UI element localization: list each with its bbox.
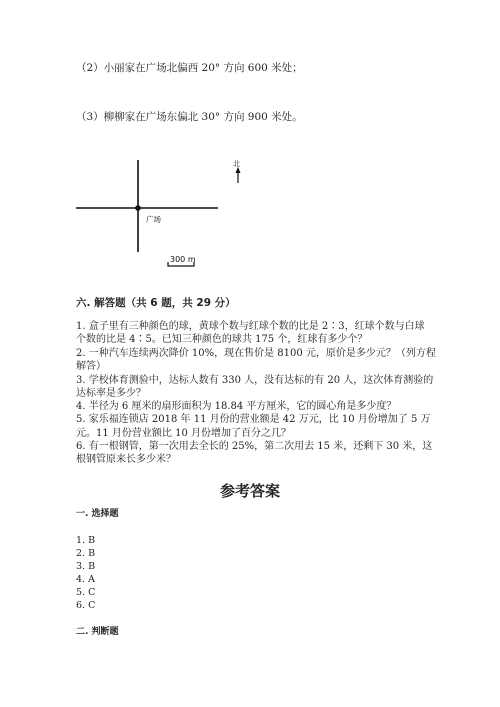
answers-section-1-heading: 一. 选择题 xyxy=(76,509,119,519)
question-line: 解答） xyxy=(76,361,106,372)
answer-item: 5. C xyxy=(76,587,96,598)
answer-title: 参考答案 xyxy=(219,482,280,500)
item-2: （2）小丽家在广场北偏西 20° 方向 600 米处； xyxy=(76,62,303,74)
question-line: 元。11 月份营业额比 10 月份增加了百分之几？ xyxy=(76,428,291,439)
answers-section-2-heading: 二. 判断题 xyxy=(76,627,119,637)
question-line: 根钢管原来长多少米？ xyxy=(76,454,176,465)
answer-item: 3. B xyxy=(76,561,96,572)
plaza-label: 广场 xyxy=(146,215,161,224)
direction-map xyxy=(0,150,500,290)
section-6-heading: 六. 解答题（共 6 题，共 29 分） xyxy=(76,297,236,309)
plaza-point xyxy=(135,205,141,211)
question-line: 6. 有一根钢管，第一次用去全长的 25%，第二次用去 15 米，还剩下 30 米，这 xyxy=(76,441,433,452)
question-line: 3. 学校体育测验中，达标人数有 330 人，没有达标的有 20 人，这次体育测验的 xyxy=(76,375,434,386)
answer-item: 4. A xyxy=(76,574,95,585)
question-line: 5. 家乐福连锁店 2018 年 11 月份的营业额是 42 万元，比 10 月份增加了 5 万 xyxy=(76,414,431,425)
north-label: 北 xyxy=(233,160,240,168)
question-line: 达标率是多少？ xyxy=(76,388,146,399)
answer-item: 2. B xyxy=(76,548,96,559)
answer-item: 6. C xyxy=(76,600,96,611)
question-line: 个数的比是 4∶5。已知三种颜色的球共 175 个，红球有多少个？ xyxy=(76,334,368,345)
question-line: 1. 盒子里有三种颜色的球，黄球个数与红球个数的比是 2∶3，红球个数与白球 xyxy=(76,321,425,332)
scale-label: 300 m xyxy=(170,255,196,264)
question-line: 2. 一种汽车连续两次降价 10%，现在售价是 8100 元，原价是多少元？（列方程 xyxy=(76,348,436,359)
item-3: （3）柳柳家在广场东偏北 30° 方向 900 米处。 xyxy=(76,111,303,123)
answer-item: 1. B xyxy=(76,535,96,546)
question-line: 4. 半径为 6 厘米的扇形面积为 18.84 平方厘米，它的圆心角是多少度？ xyxy=(76,401,397,412)
